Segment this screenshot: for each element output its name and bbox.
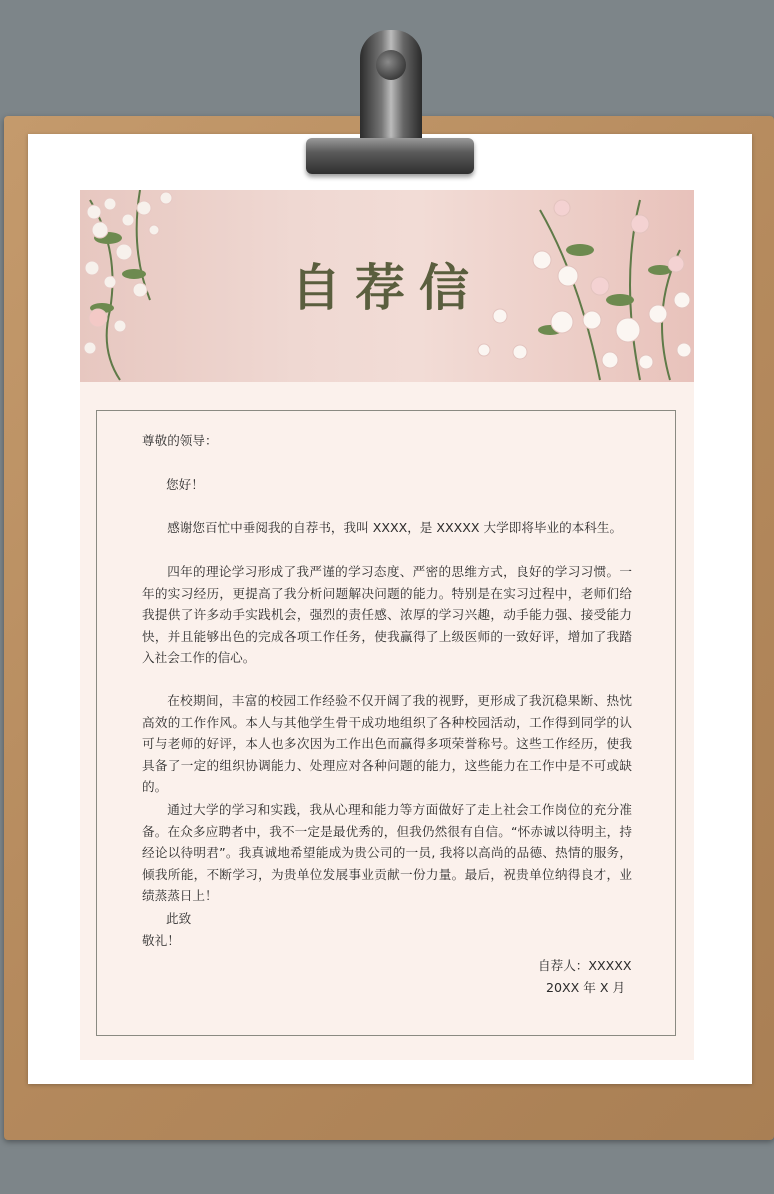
signer: 自荐人：XXXXX <box>538 958 632 973</box>
header-banner <box>80 190 694 382</box>
letter-title: 自荐信 <box>291 258 483 317</box>
salutation: 尊敬的领导： <box>142 433 218 448</box>
paragraph-conclusion: 通过大学的学习和实践，我从心理和能力等方面做好了走上社会工作岗位的充分准备。在众多应聘者中，我不一定是最优秀的，但我仍然很有自信。“怀赤诚以待明主，持经论以待明君”。我真诚地希望能成为贵公司的一员, 我将以高尚的品德、热情的服务，倾我所能，不断学习，为贵单位发展事业贡献一份力量。最后，祝贵单位纳得良才，业绩蒸蒸日上！ <box>142 802 632 903</box>
paragraph-intro: 感谢您百忙中垂阅我的自荐书，我叫 XXXX，是 XXXXX 大学即将毕业的本科生。 <box>167 520 623 535</box>
clip-hole-icon <box>376 50 406 80</box>
greeting: 您好！ <box>166 477 204 492</box>
binder-clip-icon <box>360 30 422 150</box>
closing-line-2: 敬礼！ <box>142 933 180 948</box>
closing-line-1: 此致 <box>166 911 192 926</box>
clip-base-icon <box>306 138 474 174</box>
paragraph-campus: 在校期间，丰富的校园工作经验不仅开阔了我的视野，更形成了我沉稳果断、热忱高效的工作作风。本人与其他学生骨干成功地组织了各种校园活动，工作得到同学的认可与老师的好评，本人也多次因为工作出色而赢得多项荣誉称号。这些工作经历，使我具备了一定的组织协调能力、处理应对各种问题的能力，这些能力在工作中是不可或缺的。 <box>142 693 632 794</box>
paragraph-study: 四年的理论学习形成了我严谨的学习态度、严密的思维方式，良好的学习习惯。一年的实习经历，更提高了我分析问题解决问题的能力。特别是在实习过程中，老师们给我提供了许多动手实践机会，强烈的责任感、浓厚的学习兴趣，动手能力强、接受能力快，并且能够出色的完成各项工作任务，使我赢得了上级医师的一致好评，增加了我踏入社会工作的信心。 <box>142 564 632 665</box>
letter-date: 20XX 年 X 月 <box>546 980 626 995</box>
